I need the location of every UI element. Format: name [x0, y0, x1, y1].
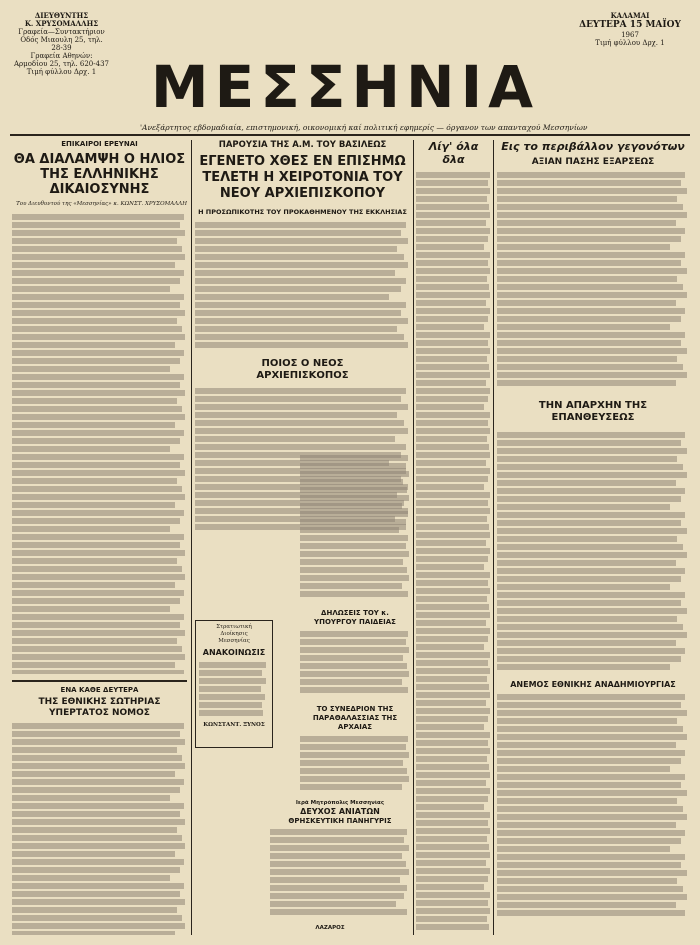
box2-line: Μεσσηνίας	[218, 638, 250, 644]
column-rule	[413, 140, 414, 935]
left-info-line: Γραφεία—Συντακτήριον	[18, 28, 105, 36]
masthead-left-info	[14, 12, 109, 76]
center-signature: ΛΑΖΑΡΟΣ	[315, 925, 345, 931]
right-info-line: ΔΕΥΤΕΡΑ 15 ΜΑΪΟΥ	[579, 20, 681, 30]
masthead-subtitle: 'Ανεξάρτητος εβδομαδιαία, επιστημονική, οικονομική καί πολιτική εφημερίς — όργανον των απανταχού Μεσσηνίων	[140, 123, 588, 132]
announcement-box	[195, 620, 273, 748]
center-box3-title: ΔΗΛΩΣΕΙΣ ΤΟΥ κ. ΥΠΟΥΡΓΟΥ ΠΑΙΔΕΙΑΣ	[314, 609, 396, 626]
mid-column	[416, 140, 491, 935]
left-byline: Του Διευθυντού της «Μεσσηνίας» κ. ΚΩΝΣΤ. ΧΡΥΣΟΜΑΛΛΗ	[16, 201, 187, 207]
center-subhead: Η ΠΡΟΣΩΠΙΚΟΤΗΣ ΤΟΥ ΠΡΟΚΑΘΗΜΕΝΟΥ ΤΗΣ ΕΚΚΛΗΣΙΑΣ	[198, 208, 407, 216]
left-column	[12, 140, 187, 935]
left-info-line: Αρμοδίου 25, τηλ. 620-437	[14, 60, 109, 68]
left-info-line: ΔΙΕΥΘΥΝΤΗΣ	[34, 11, 89, 20]
masthead-right-info	[575, 12, 685, 47]
mid-column-title: Λίγ' όλα δλα	[428, 140, 479, 166]
right-column-sub: ΑΞΙΑΝ ΠΑΣΗΣ ΕΞΑΡΣΕΩΣ	[531, 157, 655, 167]
right-article-body	[497, 172, 689, 392]
right-column-title: Εις το περιβάλλον γεγονότων	[501, 140, 685, 153]
box2-body	[199, 662, 269, 722]
left-info-line: Τιμή φύλλου Δρχ. 1	[26, 68, 97, 76]
masthead-rule	[10, 134, 690, 136]
left-info-line: Γραφεία Αθηνών:	[30, 52, 93, 60]
center-box4-body	[300, 736, 410, 795]
left-section2-headline: ΤΗΣ ΕΘΝΙΚΗΣ ΣΩΤΗΡΙΑΣ ΥΠΕΡΤΑΤΟΣ ΝΟΜΟΣ	[38, 697, 161, 718]
right-info-line: ΚΑΛΑΜΑΙ	[610, 11, 650, 20]
box2-sign: ΚΩΝΣΤΑΝΤ. ΞΥΝΟΣ	[203, 722, 265, 728]
center-headline: ΕΓΕΝΕΤΟ ΧΘΕΣ ΕΝ ΕΠΙΣΗΜΩ ΤΕΛΕΤΗ Η ΧΕΙΡΟΤΟΝΙΑ ΤΟΥ ΝΕΟΥ ΑΡΧΙΕΠΙΣΚΟΠΟΥ	[199, 154, 406, 201]
left-section2-body	[12, 723, 187, 935]
center-right-body	[300, 455, 410, 605]
left-section-rule	[12, 680, 187, 682]
left-kicker: ΕΠΙΚΑΙΡΟΙ ΕΡΕΥΝΑΙ	[61, 140, 138, 148]
left-headline: ΘΑ ΔΙΑΛΑΜΨΗ Ο ΗΛΙΟΣ ΤΗΣ ΕΛΛΗΝΙΚΗΣ ΔΙΚΑΙΟΣΥΝΗΣ	[13, 152, 186, 197]
mid-column-body	[416, 172, 491, 935]
right-column	[497, 140, 689, 935]
center-kicker: ΠΑΡΟΥΣΙΑ ΤΗΣ Α.Μ. ΤΟΥ ΒΑΣΙΛΕΩΣ	[218, 140, 387, 150]
center-box1-title: ΠΟΙΟΣ Ο ΝΕΟΣ ΑΡΧΙΕΠΙΣΚΟΠΟΣ	[256, 358, 349, 381]
center-article-body	[195, 222, 410, 352]
bottom-kicker: Ιερά Μητρόπολις Μεσσηνίας	[295, 800, 385, 806]
bottom-title: ΔΕΥΧΟΣ ΑΝΙΑΤΩΝ	[300, 807, 380, 816]
column-rule	[493, 140, 494, 935]
center-right-column	[300, 455, 410, 795]
left-section2-kicker: ΕΝΑ ΚΑΘΕ ΔΕΥΤΕΡΑ	[60, 686, 139, 694]
center-box4-title: ΤΟ ΣΥΝΕΔΡΙΟΝ ΤΗΣ ΠΑΡΑΘΑΛΑΣΣΙΑΣ ΤΗΣ ΑΡΧΑΙΑΣ	[312, 705, 398, 731]
bottom-body	[270, 829, 410, 919]
column-rule	[191, 140, 192, 935]
center-box3-body	[300, 631, 410, 701]
right-article3-body	[497, 694, 689, 924]
right-column-sub2: ΤΗΝ ΑΠΑΡΧΗΝ ΤΗΣ ΕΠΑΝΘΕΥΣΕΩΣ	[538, 400, 648, 423]
bottom-sub: ΘΡΗΣΚΕΥΤΙΚΗ ΠΑΝΗΓΥΡΙΣ	[288, 817, 392, 825]
right-article2-body	[497, 432, 689, 672]
box2-title: ΑΝΑΚΟΙΝΩΣΙΣ	[202, 648, 266, 657]
center-bottom-block	[270, 800, 410, 935]
right-info-line: 1967	[621, 31, 639, 39]
box2-line: Διοίκησις	[220, 631, 248, 637]
right-column-sub3: ΑΝΕΜΟΣ ΕΘΝΙΚΗΣ ΑΝΑΔΗΜΙΟΥΡΓΙΑΣ	[510, 680, 676, 689]
left-info-line: Κ. ΧΡΥΣΟΜΑΛΛΗΣ	[24, 19, 99, 28]
masthead-title: ΜΕΣΣΗΝΙΑ	[150, 53, 540, 121]
box2-line: Στρατιωτική	[216, 624, 252, 630]
left-info-line: Οδός Μιαουλη 25, τηλ. 28-39	[20, 36, 103, 52]
right-info-line: Τιμή φύλλου Δρχ. 1	[595, 39, 665, 47]
left-article-body	[12, 214, 187, 674]
